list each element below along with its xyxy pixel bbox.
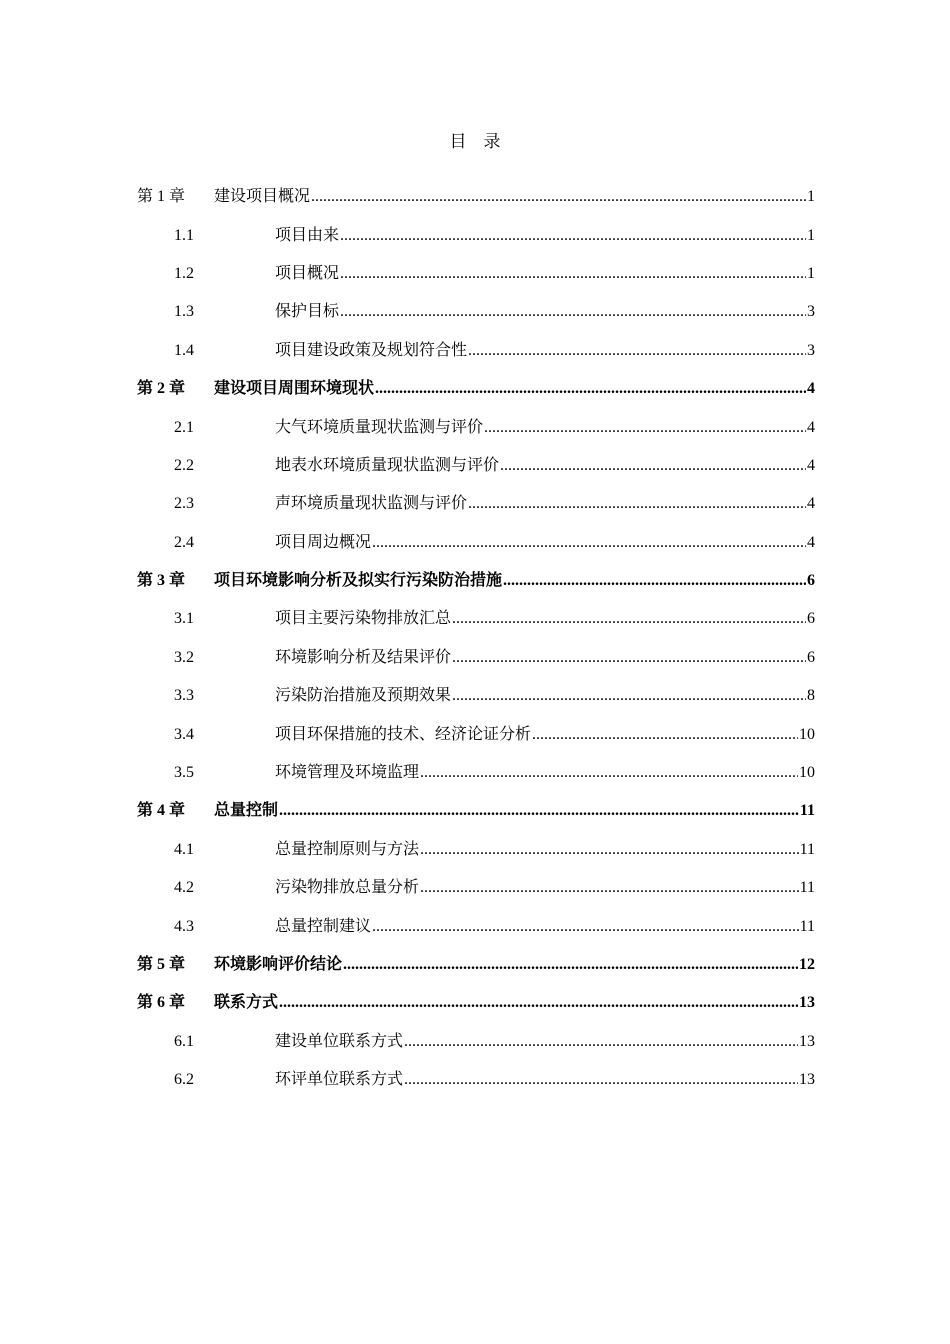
toc-entry-page-number: 4 [807, 418, 815, 436]
toc-dot-leader [500, 456, 806, 476]
toc-entry-page-number: 11 [799, 802, 815, 820]
toc-entry-number: 第 4 章 [137, 802, 186, 820]
toc-chapter-entry[interactable] [137, 370, 815, 408]
toc-dot-leader [452, 609, 806, 629]
toc-dot-leader [468, 341, 806, 361]
toc-entry-page-number: 4 [807, 533, 815, 551]
toc-dot-leader [420, 840, 799, 860]
toc-dot-leader [279, 801, 799, 821]
toc-entry-page-number: 3 [807, 341, 815, 359]
toc-entry-title: 声环境质量现状监测与评价 [275, 495, 468, 513]
toc-dot-leader [468, 494, 806, 514]
toc-chapter-entry[interactable] [137, 562, 815, 600]
toc-dot-leader [340, 302, 806, 322]
toc-entry-page-number: 4 [807, 495, 815, 513]
toc-dot-leader [372, 533, 806, 553]
toc-entry-number: 1.3 [174, 303, 194, 321]
toc-chapter-entry[interactable] [137, 792, 815, 830]
toc-chapter-entry[interactable] [137, 178, 815, 216]
toc-entry-title: 建设单位联系方式 [275, 1032, 404, 1050]
toc-entry-title: 环境管理及环境监理 [275, 764, 420, 782]
toc-entry-number: 第 6 章 [137, 994, 186, 1012]
toc-entry-number: 3.5 [174, 764, 194, 782]
toc-section-entry[interactable] [137, 1023, 815, 1061]
toc-entry-title: 项目由来 [275, 226, 340, 244]
toc-entry-number: 3.1 [174, 610, 194, 628]
toc-entry-number: 4.2 [174, 879, 194, 897]
toc-entry-page-number: 13 [799, 1071, 815, 1089]
toc-section-entry[interactable] [137, 216, 815, 254]
toc-entry-title: 建设项目周围环境现状 [214, 380, 375, 398]
toc-entry-number: 1.4 [174, 341, 194, 359]
toc-entry-page-number: 6 [807, 648, 815, 666]
toc-entry-number: 4.3 [174, 917, 194, 935]
toc-entry-title: 联系方式 [214, 994, 279, 1012]
toc-entry-number: 1.1 [174, 226, 194, 244]
toc-section-entry[interactable] [137, 754, 815, 792]
toc-dot-leader [311, 187, 806, 207]
toc-entry-page-number: 4 [807, 380, 815, 398]
toc-entry-page-number: 10 [799, 764, 815, 782]
toc-entry-title: 环境影响分析及结果评价 [275, 648, 452, 666]
toc-entry-page-number: 11 [799, 840, 815, 858]
toc-dot-leader [404, 1032, 798, 1052]
toc-entry-page-number: 8 [807, 687, 815, 705]
toc-section-entry[interactable] [137, 332, 815, 370]
toc-section-entry[interactable] [137, 677, 815, 715]
toc-entry-title: 项目周边概况 [275, 533, 372, 551]
toc-dot-leader [343, 955, 798, 975]
toc-dot-leader [503, 571, 806, 591]
toc-entry-title: 项目概况 [275, 264, 340, 282]
toc-entry-title: 环境影响评价结论 [214, 956, 343, 973]
toc-entry-number: 第 2 章 [137, 380, 186, 398]
toc-entry-page-number: 11 [799, 879, 815, 897]
toc-section-entry[interactable] [137, 715, 815, 753]
toc-section-entry[interactable] [137, 447, 815, 485]
toc-entry-page-number: 1 [807, 226, 815, 244]
toc-entry-page-number: 6 [807, 610, 815, 628]
toc-entry-page-number: 4 [807, 456, 815, 474]
toc-entry-number: 3.3 [174, 687, 194, 705]
toc-section-entry[interactable] [137, 639, 815, 677]
toc-section-entry[interactable] [137, 408, 815, 446]
toc-entry-title: 建设项目概况 [214, 188, 311, 206]
toc-dot-leader [404, 1070, 798, 1090]
toc-section-entry[interactable] [137, 524, 815, 562]
toc-entry-number: 1.2 [174, 264, 194, 282]
toc-title: 目 录 [449, 132, 501, 151]
toc-chapter-entry[interactable] [137, 946, 815, 984]
toc-entry-title: 总量控制原则与方法 [275, 840, 420, 858]
toc-entry-number: 4.1 [174, 840, 194, 858]
toc-dot-leader [484, 418, 806, 438]
toc-dot-leader [375, 379, 806, 399]
toc-entry-number: 3.2 [174, 648, 194, 666]
toc-entry-page-number: 10 [799, 725, 815, 743]
toc-dot-leader [420, 763, 798, 783]
toc-entry-page-number: 13 [799, 994, 815, 1012]
toc-section-entry[interactable] [137, 293, 815, 331]
toc-dot-leader [279, 993, 798, 1013]
toc-entry-number: 6.1 [174, 1032, 194, 1050]
toc-section-entry[interactable] [137, 1061, 815, 1099]
toc-entry-title: 总量控制建议 [275, 917, 372, 935]
table-of-contents [137, 178, 815, 1099]
toc-entry-title: 污染物排放总量分析 [275, 879, 420, 897]
toc-dot-leader [532, 725, 798, 745]
toc-entry-page-number: 6 [807, 572, 815, 590]
toc-section-entry[interactable] [137, 255, 815, 293]
toc-entry-title: 保护目标 [275, 303, 340, 321]
toc-section-entry[interactable] [137, 831, 815, 869]
toc-dot-leader [340, 226, 806, 246]
toc-entry-title: 项目环境影响分析及拟实行污染防治措施 [214, 572, 503, 590]
toc-entry-title: 大气环境质量现状监测与评价 [275, 418, 484, 436]
toc-entry-page-number: 12 [799, 956, 815, 973]
toc-entry-number: 第 1 章 [137, 188, 186, 206]
toc-chapter-entry[interactable] [137, 984, 815, 1022]
toc-entry-title: 环评单位联系方式 [275, 1071, 404, 1089]
toc-entry-number: 2.2 [174, 456, 194, 474]
toc-entry-page-number: 11 [799, 917, 815, 935]
toc-section-entry[interactable] [137, 907, 815, 945]
toc-dot-leader [340, 264, 806, 284]
toc-entry-page-number: 1 [807, 264, 815, 282]
toc-entry-title: 项目环保措施的技术、经济论证分析 [275, 725, 532, 743]
toc-dot-leader [372, 917, 799, 937]
toc-entry-page-number: 1 [807, 188, 815, 206]
toc-entry-number: 第 5 章 [137, 956, 186, 973]
toc-entry-title: 项目建设政策及规划符合性 [275, 341, 468, 359]
toc-dot-leader [452, 686, 806, 706]
toc-entry-number: 2.4 [174, 533, 194, 551]
toc-entry-title: 污染防治措施及预期效果 [275, 687, 452, 705]
toc-dot-leader [420, 878, 799, 898]
toc-entry-page-number: 13 [799, 1032, 815, 1050]
toc-section-entry[interactable] [137, 600, 815, 638]
toc-section-entry[interactable] [137, 485, 815, 523]
toc-dot-leader [452, 648, 806, 668]
toc-entry-title: 项目主要污染物排放汇总 [275, 610, 452, 628]
toc-entry-page-number: 3 [807, 303, 815, 321]
toc-entry-number: 第 3 章 [137, 572, 186, 590]
toc-entry-number: 2.1 [174, 418, 194, 436]
toc-entry-title: 地表水环境质量现状监测与评价 [275, 456, 500, 474]
toc-section-entry[interactable] [137, 869, 815, 907]
toc-entry-number: 3.4 [174, 725, 194, 743]
toc-entry-title: 总量控制 [214, 802, 279, 820]
toc-entry-number: 6.2 [174, 1071, 194, 1089]
toc-entry-number: 2.3 [174, 495, 194, 513]
